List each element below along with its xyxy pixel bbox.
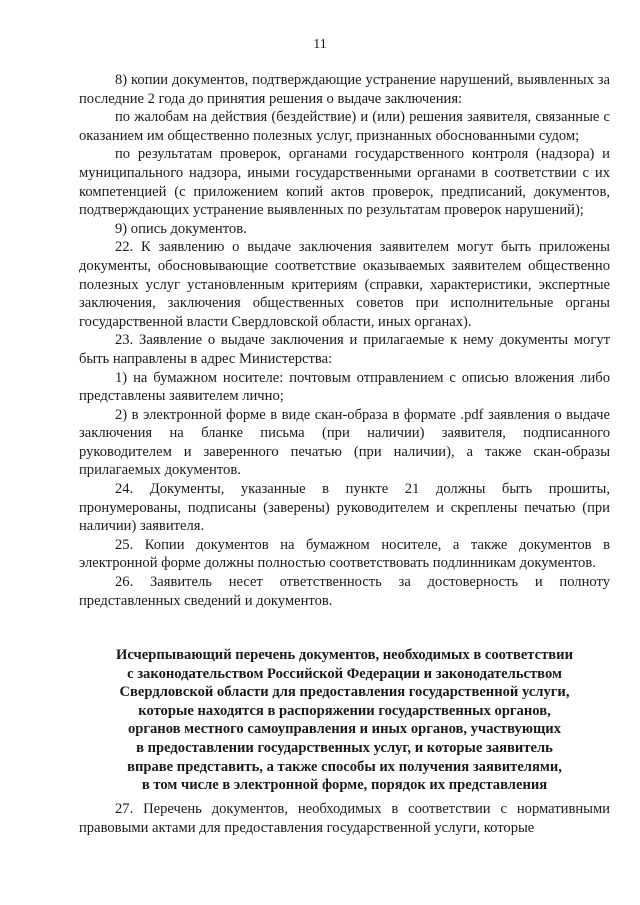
heading-line: которые находятся в распоряжении государственных органов, [138,702,551,719]
paragraph-24: 24. Документы, указанные в пункте 21 должны быть прошиты, пронумерованы, подписаны (заверены) руководителем и скреплены печатью (при наличии) заявителя. [79,481,610,535]
paragraph-26: 26. Заявитель несет ответственность за достоверность и полноту представленных сведений и документов. [79,574,610,609]
document-body [79,71,610,610]
paragraph-22: 22. К заявлению о выдаче заключения заявителем могут быть приложены документы, обосновывающие соответствие оказываемых заявителем общественно полезных услуг установленным критериям (справки, характеристики, экспертные заключения, заключения общественных советов при исполнительные органы государственной власти Свердловской области, иных органах). [79,239,610,330]
paragraph-25: 25. Копии документов на бумажном носителе, а также документов в электронной форме должны полностью соответствовать подлинникам документов. [79,536,610,572]
paragraph-inspections: по результатам проверок, органами государственного контроля (надзора) и муниципального надзора, иными государственными органами в соответствии с их компетенцией (с приложением копий актов проверок, предписаний, документов, подтверждающих устранение выявленных по результатам проверок нарушений); [79,146,610,219]
paragraph-23-1: 1) на бумажном носителе: почтовым отправлением с описью вложения либо представлены заявителем лично; [79,369,610,405]
heading-line: Свердловской области для предоставления государственной услуги, [119,684,570,701]
heading-line: Исчерпывающий перечень документов, необходимых в соответствии [115,647,573,663]
heading-line: вправе представить, а также способы их получения заявителями, [127,758,562,775]
paragraph-9: 9) опись документов. [115,220,247,237]
paragraph-complaints: по жалобам на действия (бездействие) и (или) решения заявителя, связанные с оказанием им общественно полезных услуг, признанных обоснованными судом; [79,109,610,144]
document-body-continued [79,800,610,837]
paragraph-8: 8) копии документов, подтверждающие устранение нарушений, выявленных за последние 2 года до принятия решения о выдаче заключения: [79,72,610,107]
heading-line: в том числе в электронной форме, порядок их представления [141,777,548,794]
page-number: 11 [313,37,327,52]
paragraph-23: 23. Заявление о выдаче заключения и прилагаемые к нему документы могут быть направлены в адрес Министерства: [79,332,610,367]
paragraph-23-2: 2) в электронной форме в виде скан-образа в формате .pdf заявления о выдаче заключения на бланке письма (при наличии) заявителя, подписанного руководителем и заверенного печатью (при наличии), а также скан-образы прилагаемых документов. [79,406,610,479]
section-heading [79,646,610,795]
heading-line: с законодательством Российской Федерации и законодательством [127,665,562,682]
paragraph-27: 27. Перечень документов, необходимых в соответствии с нормативными правовыми актами для предоставления государственной услуги, которые [79,801,610,836]
heading-line: в предоставлении государственных услуг, и которые заявитель [136,739,553,756]
heading-line: органов местного самоуправления и иных органов, участвующих [127,721,562,738]
